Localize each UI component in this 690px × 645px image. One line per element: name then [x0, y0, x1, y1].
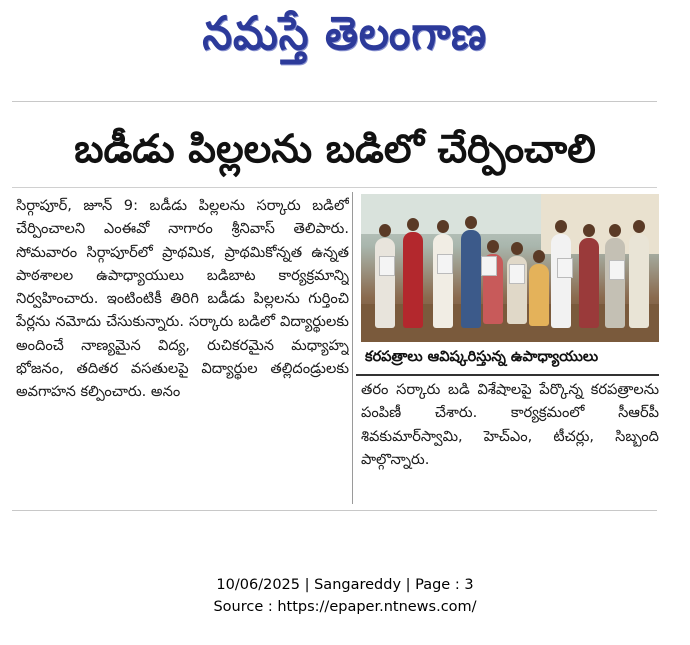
footer	[0, 574, 690, 618]
column-divider	[352, 192, 353, 504]
pamphlet	[609, 260, 625, 280]
newspaper-logo: నమస్తే తెలంగాణ	[202, 6, 488, 60]
pamphlet	[379, 256, 395, 276]
photo-person	[403, 232, 423, 328]
photo-person	[579, 238, 599, 328]
photo-caption: కరపత్రాలు ఆవిష్కరిస్తున్న ఉపాధ్యాయులు	[365, 349, 599, 365]
pamphlet	[437, 254, 453, 274]
photo-person	[461, 230, 481, 328]
article-headline: బడీడు పిల్లలను బడిలో చేర్పించాలి	[74, 127, 596, 172]
headline-rule	[12, 187, 657, 188]
photo-person	[375, 238, 395, 328]
masthead	[0, 0, 690, 90]
bottom-rule	[12, 510, 657, 511]
photo-person	[551, 234, 571, 328]
photo-person	[529, 264, 549, 326]
footer-source: Source : https://epaper.ntnews.com/	[213, 599, 477, 615]
top-rule	[12, 101, 657, 102]
article-photo	[361, 194, 659, 342]
article-body-left: సిర్గాపూర్, జూన్ 9: బడీడు పిల్లలను సర్కారు బడిలో చేర్పించాలని ఎంఈవో నాగారం శ్రీనివాస్ తెలిపారు. సోమవారం సిర్గాపూర్‌లో ప్రాథమిక, ప్రాథమికోన్నత ఉన్నత పాఠశాలల ఉపాధ్యాయులు బడిబాట కార్యక్రమాన్ని నిర్వహించారు. ఇంటింటికీ తిరిగి బడీడు పిల్లలను గుర్తించి పేర్లను నమోదు చేసుకున్నారు. సర్కారు బడిలో విద్యార్థులకు అందించే నాణ్యమైన విద్య, రుచికరమైన మధ్యాహ్న భోజనం, తదితర వసతులపై విద్యార్థుల తల్లిదండ్రులకు అవగాహన కల్పించారు. అనం	[16, 197, 349, 401]
photo-person	[629, 234, 649, 328]
photo-person	[605, 238, 625, 328]
article-body-right: తరం సర్కారు బడి విశేషాలపై పేర్కొన్న కరపత్రాలను పంపిణీ చేశారు. కార్యక్రమంలో సీఆర్‌పీ శివకుమార్‌స్వామి, హెచ్‌ఎం, టీచర్లు, సిబ్బంది పాల్గొన్నారు.	[361, 381, 659, 468]
photo-person	[433, 234, 453, 328]
pamphlet	[481, 256, 497, 276]
caption-rule	[356, 374, 659, 376]
footer-date-edition: 10/06/2025 | Sangareddy | Page : 3	[216, 577, 474, 593]
pamphlet	[509, 264, 525, 284]
pamphlet	[557, 258, 573, 278]
